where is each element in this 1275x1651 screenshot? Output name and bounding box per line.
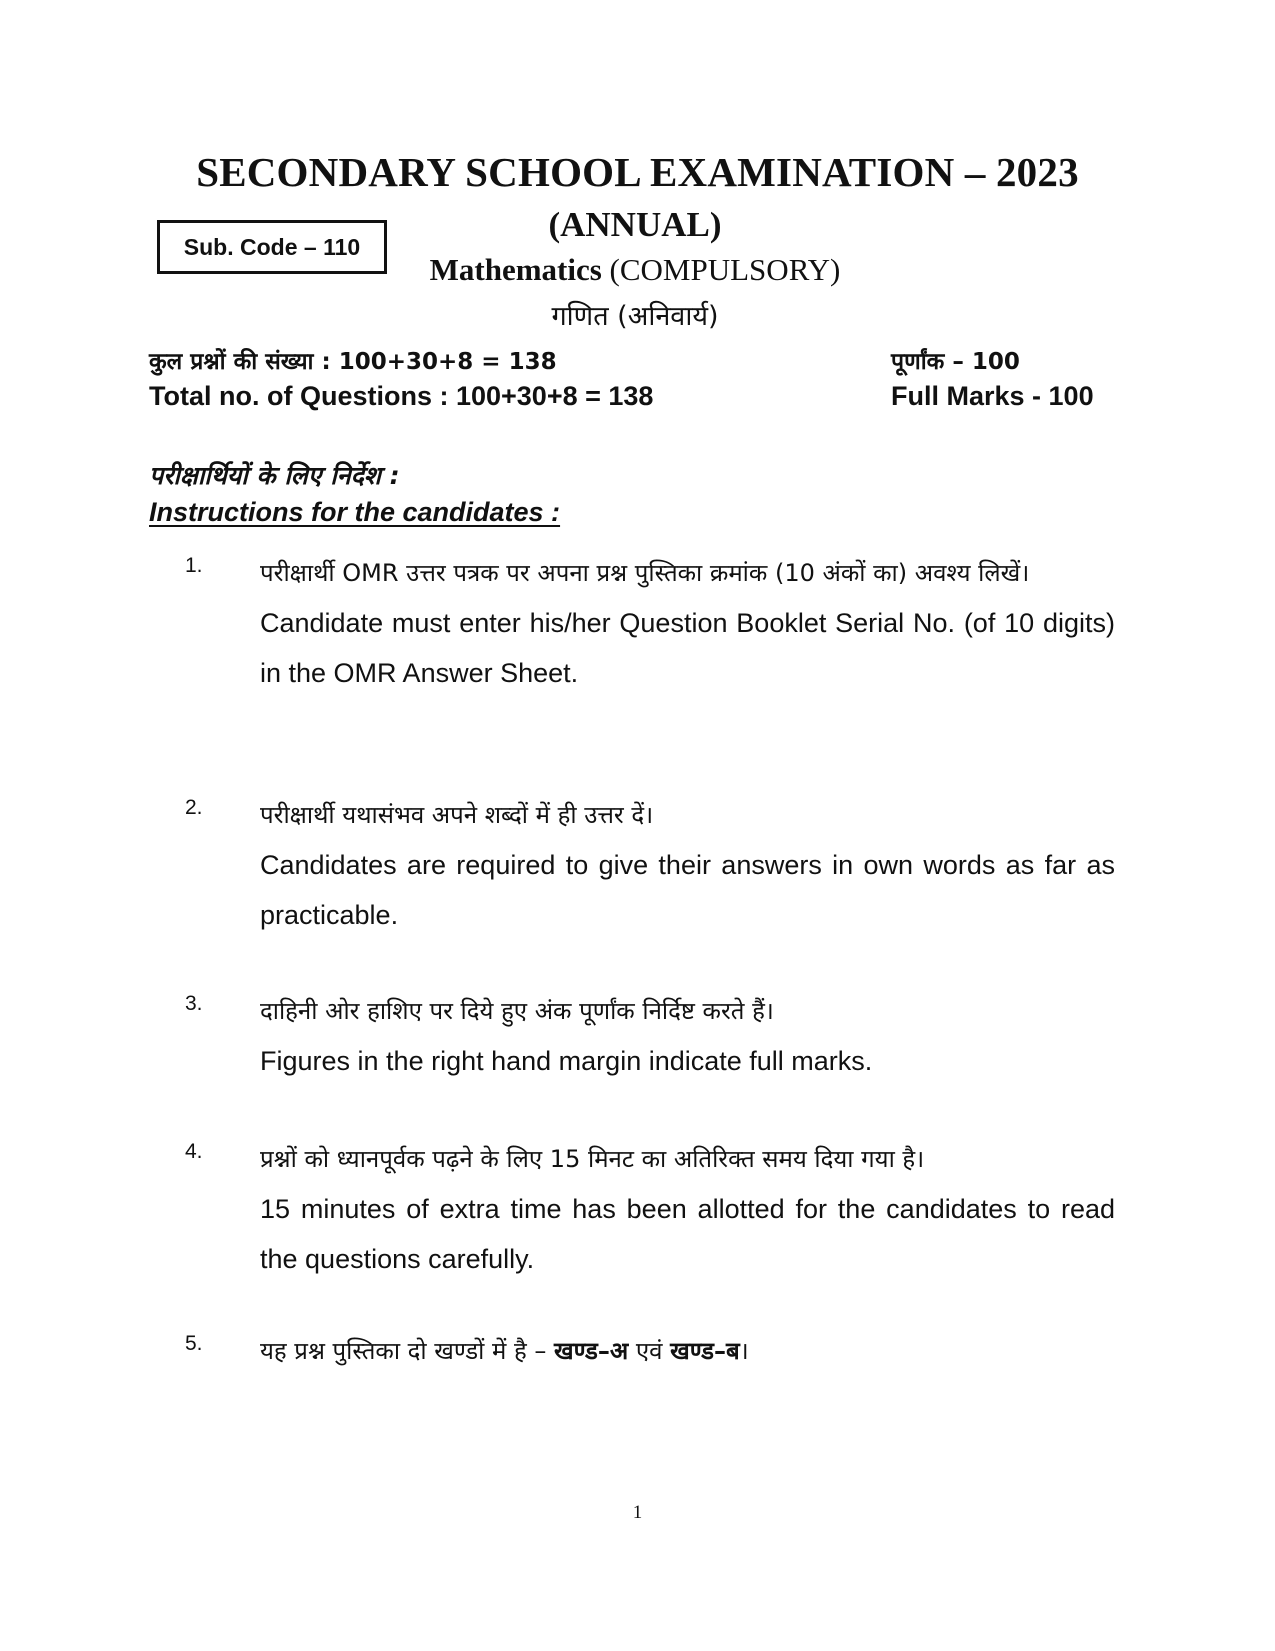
instruction-text-part: । — [739, 1337, 749, 1365]
instructions-heading-hindi: परीक्षार्थियों के लिए निर्देश : — [149, 461, 400, 490]
instruction-text-english: Figures in the right hand margin indicate full marks. — [260, 1046, 873, 1076]
instruction-text-english: 15 minutes of extra time has been allotted for the candidates to read the questions carefully. — [260, 1194, 1115, 1274]
instruction-text-hindi: परीक्षार्थी OMR उत्तर पत्रक पर अपना प्रश्न पुस्तिका क्रमांक (10 अंकों का) अवश्य लिखें। — [260, 559, 1030, 587]
instruction-text-hindi — [260, 1326, 1115, 1376]
instruction-text-hindi: दाहिनी ओर हाशिए पर दिये हुए अंक पूर्णांक निर्दिष्ट करते हैं। — [260, 997, 774, 1025]
instruction-number: 2. — [185, 796, 203, 819]
page-number: 1 — [632, 1502, 643, 1523]
subject-code-box: Sub. Code – 110 — [157, 220, 387, 274]
instruction-number: 1. — [185, 554, 203, 577]
instruction-number: 4. — [185, 1140, 203, 1163]
total-questions-english: Total no. of Questions : 100+30+8 = 138 — [149, 381, 654, 411]
instruction-number: 3. — [185, 992, 203, 1015]
info-row-english — [149, 381, 1109, 412]
instruction-text-english: Candidates are required to give their answers in own words as far as practicable. — [260, 850, 1115, 930]
instruction-text-hindi: प्रश्नों को ध्यानपूर्वक पढ़ने के लिए 15 मिनट का अतिरिक्त समय दिया गया है। — [260, 1145, 925, 1173]
info-row-hindi — [149, 344, 1109, 376]
subject-title — [410, 252, 860, 288]
instructions-heading-english: Instructions for the candidates : — [149, 497, 561, 527]
instruction-text-hindi: परीक्षार्थी यथासंभव अपने शब्दों में ही उत्तर दें। — [260, 801, 654, 829]
subject-name: Mathematics — [429, 252, 602, 287]
subject-title-hindi: गणित (अनिवार्य) — [551, 301, 719, 332]
total-questions-hindi: कुल प्रश्नों की संख्या : 100+30+8 = 138 — [149, 349, 557, 375]
full-marks-hindi: पूर्णांक – 100 — [891, 349, 1020, 375]
section-a-label: खण्ड–अ — [553, 1337, 629, 1365]
subject-qualifier: (COMPULSORY) — [601, 252, 841, 287]
instruction-text-english: Candidate must enter his/her Question Booklet Serial No. (of 10 digits) in the OMR Answer Sheet. — [260, 608, 1115, 688]
exam-title: SECONDARY SCHOOL EXAMINATION – 2023 — [196, 149, 1079, 195]
instruction-number: 5. — [185, 1332, 203, 1355]
section-b-label: खण्ड–ब — [670, 1337, 740, 1365]
exam-session: (ANNUAL) — [548, 205, 722, 244]
instruction-text-part: एवं — [628, 1337, 671, 1365]
instruction-text-part: यह प्रश्न पुस्तिका दो खण्डों में है – — [260, 1337, 554, 1365]
full-marks-english: Full Marks - 100 — [891, 381, 1094, 411]
